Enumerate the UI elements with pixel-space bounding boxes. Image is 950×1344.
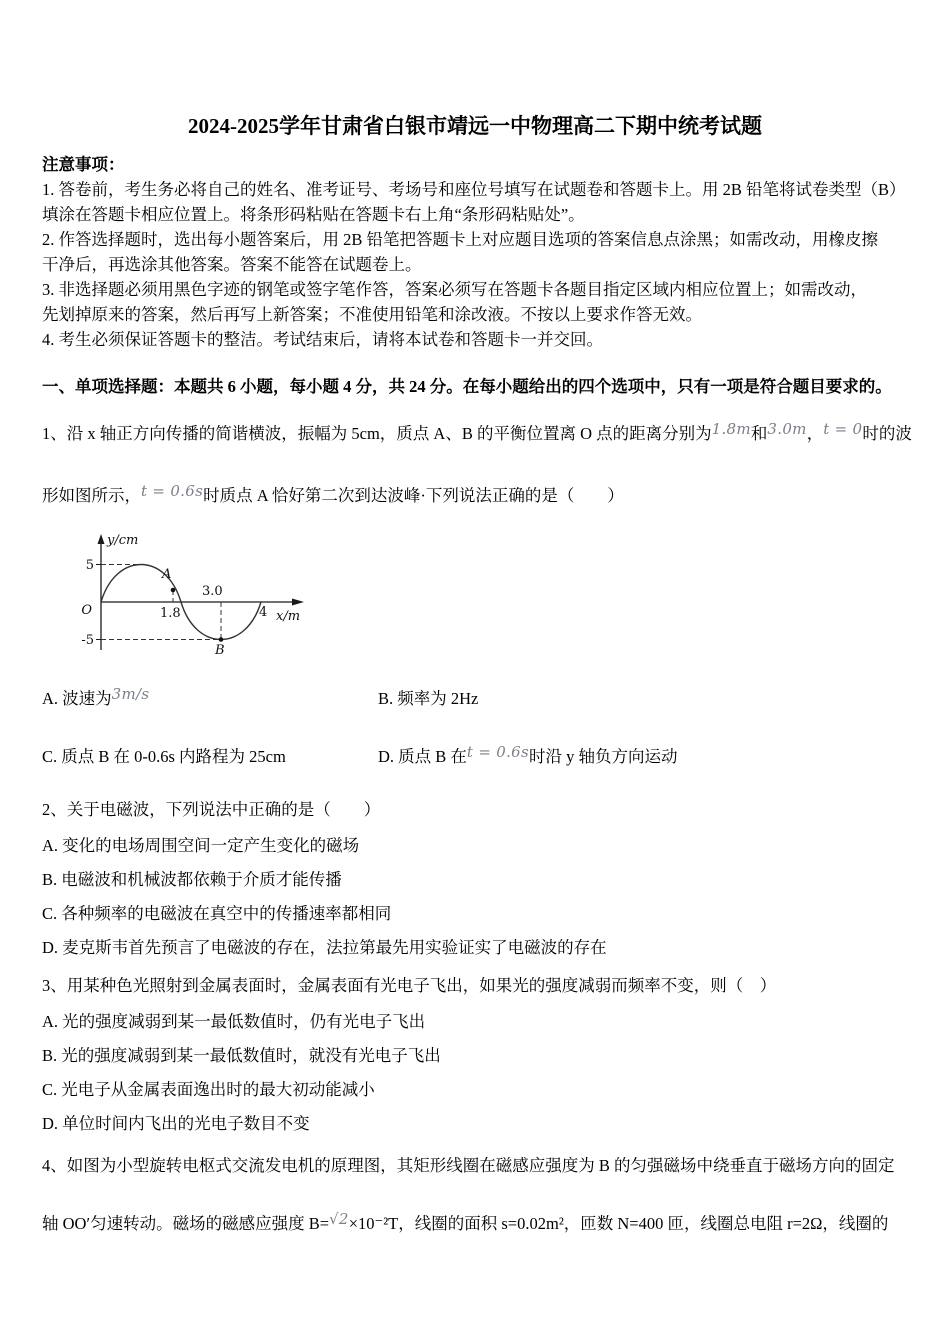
point-B-dot [219, 637, 224, 642]
q4-formula-sqrt2: √2 [329, 1210, 349, 1228]
question-4 [42, 1154, 908, 1236]
q1-option-d [378, 743, 678, 768]
q1-formula-distance-a: 1.8m [711, 420, 751, 438]
q3-stem: 3、用某种色光照射到金属表面时，金属表面有光电子飞出，如果光的强度减弱而频率不变，则（ ） [42, 976, 777, 995]
notice-item-1-line-1: 1. 答卷前，考生务必将自己的姓名、准考证号、考场号和座位号填写在试题卷和答题卡上。用 2B 铅笔将试卷类型（B） [42, 180, 906, 199]
figure-label-1-8: 1.8 [160, 606, 181, 621]
question-1 [42, 420, 912, 768]
q4-stem-line-2 [42, 1212, 908, 1236]
figure-label-3-0: 3.0 [202, 584, 223, 599]
notice-item-2-line-1: 2. 作答选择题时，选出每小题答案后，用 2B 铅笔把答题卡上对应题目选项的答案信息点涂黑；如需改动，用橡皮擦 [42, 230, 879, 249]
point-A-dot [171, 588, 176, 593]
notice-item-3-line-1: 3. 非选择题必须用黑色字迹的钢笔或签字笔作答，答案必须写在答题卡各题目指定区域内相应位置上；如需改动， [42, 280, 867, 299]
q1-option-c: C. 质点 B 在 0-0.6s 内路程为 25cm [42, 747, 286, 766]
q1-wave-figure [56, 528, 346, 668]
y-axis-arrow-icon [98, 534, 105, 544]
q1-stem-text-6: 时质点 A 恰好第二次到达波峰·下列说法正确的是（ ） [203, 486, 624, 505]
q3-option-d: D. 单位时间内飞出的光电子数目不变 [42, 1114, 310, 1133]
q4-stem-text-2: ×10⁻²T，线圈的面积 s=0.02m²，匝数 N=400 匝，线圈总电阻 r=2Ω，线圈的 [348, 1214, 889, 1233]
q4-stem-text-1: 轴 OO′匀速转动。磁场的磁感应强度 B= [42, 1214, 330, 1233]
q1-options-row-2 [42, 743, 908, 768]
figure-point-B-label: B [215, 643, 225, 658]
q1-stem-text-1: 1、沿 x 轴正方向传播的简谐横波，振幅为 5cm，质点 A、B 的平衡位置离 O 点的距离分别为 [42, 424, 712, 443]
notice-item-4: 4. 考生必须保证答题卡的整洁。考试结束后，请将本试卷和答题卡一并交回。 [42, 330, 603, 349]
q2-option-b: B. 电磁波和机械波都依赖于介质才能传播 [42, 870, 342, 889]
q1-formula-distance-b: 3.0m [767, 420, 807, 438]
q1-option-a-text: A. 波速为 [42, 689, 112, 708]
figure-origin-label: O [81, 603, 92, 618]
q3-option-c: C. 光电子从金属表面逸出时的最大初动能减小 [42, 1080, 375, 1099]
figure-ytick-max: 5 [85, 558, 94, 573]
q1-option-d-formula: t = 0.6s [466, 743, 530, 761]
q3-option-a: A. 光的强度减弱到某一最低数值时，仍有光电子飞出 [42, 1012, 426, 1031]
figure-xlabel: x/m [276, 609, 301, 624]
q1-options-row-1 [42, 685, 908, 710]
q1-option-d-text-1: D. 质点 B 在 [378, 747, 467, 766]
page-title: 2024-2025学年甘肃省白银市靖远一中物理高二下期中统考试题 [188, 114, 762, 138]
figure-point-A-label: A [162, 567, 172, 582]
q1-stem-text-2: 和 [750, 424, 768, 443]
q2-option-a: A. 变化的电场周围空间一定产生变化的磁场 [42, 836, 360, 855]
notice-item-3-line-2: 先划掉原来的答案，然后再写上新答案；不准使用铅笔和涂改液。不按以上要求作答无效。 [42, 305, 702, 324]
q1-option-b: B. 频率为 2Hz [378, 689, 479, 708]
figure-ylabel: y/cm [107, 533, 139, 548]
q1-stem-line-1 [42, 420, 912, 446]
notice-heading: 注意事项： [42, 155, 125, 174]
x-axis-arrow-icon [292, 599, 304, 606]
q2-option-d: D. 麦克斯韦首先预言了电磁波的存在，法拉第最先用实验证实了电磁波的存在 [42, 938, 607, 957]
q2-option-c: C. 各种频率的电磁波在真空中的传播速率都相同 [42, 904, 392, 923]
q4-stem-line-1: 4、如图为小型旋转电枢式交流发电机的原理图，其矩形线圈在磁感应强度为 B 的匀强磁场中绕垂直于磁场方向的固定 [42, 1156, 895, 1175]
q1-option-a-formula: 3m/s [111, 685, 150, 703]
q1-stem-text-3: ， [806, 424, 824, 443]
q3-option-b: B. 光的强度减弱到某一最低数值时，就没有光电子飞出 [42, 1046, 441, 1065]
q1-formula-t0: t = 0 [823, 420, 863, 438]
notice-item-1-line-2: 填涂在答题卡相应位置上。将条形码粘贴在答题卡右上角“条形码粘贴处”。 [42, 205, 585, 224]
q1-stem-text-4: 时的波 [862, 424, 912, 443]
section1-heading: 一、单项选择题：本题共 6 小题，每小题 4 分，共 24 分。在每小题给出的四个选项中，只有一项是符合题目要求的。 [42, 377, 892, 396]
q1-option-a [42, 685, 378, 710]
question-2 [42, 798, 908, 958]
q1-stem-text-5: 形如图所示， [42, 486, 141, 505]
q1-stem-line-2 [42, 484, 908, 508]
q1-option-d-text-2: 时沿 y 轴负方向运动 [529, 747, 678, 766]
q2-stem: 2、关于电磁波，下列说法中正确的是（ ） [42, 800, 381, 819]
notice-section [42, 152, 908, 352]
notice-item-2-line-2: 干净后，再选涂其他答案。答案不能答在试题卷上。 [42, 255, 422, 274]
figure-label-4: 4 [259, 605, 268, 620]
figure-ytick-min: -5 [81, 633, 94, 648]
q1-formula-t06s: t = 0.6s [141, 482, 204, 500]
question-3 [42, 974, 908, 1134]
